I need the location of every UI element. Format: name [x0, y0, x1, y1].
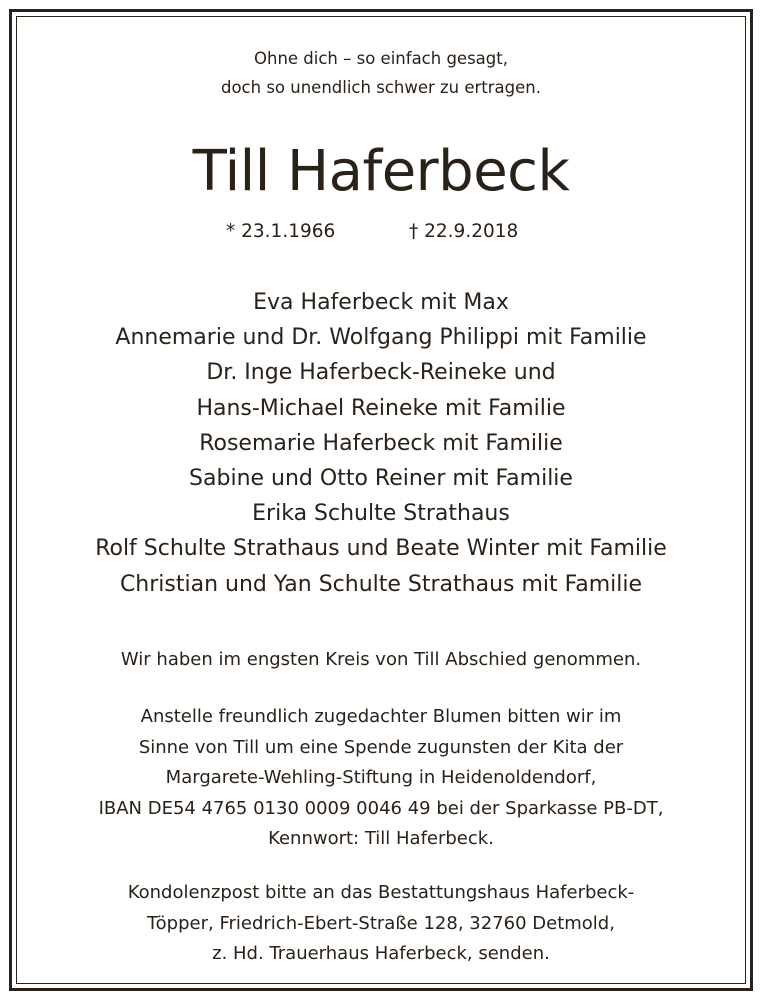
donation-line: Anstelle freundlich zugedachter Blumen bitten wir im: [140, 706, 622, 727]
mourner-line: Sabine und Otto Reiner mit Familie: [189, 466, 573, 492]
mourner-line: Eva Haferbeck mit Max: [253, 290, 509, 315]
motto-line: doch so unendlich schwer zu ertragen.: [220, 78, 541, 97]
mourner-line: Dr. Inge Haferbeck-Reineke und: [206, 360, 556, 386]
condolence-line: Kondolenzpost bitte an das Bestattungshaus Haferbeck-: [127, 882, 635, 903]
condolence-line: z. Hd. Trauerhaus Haferbeck, senden.: [212, 943, 550, 964]
mourners-list: [16, 285, 746, 602]
mourner-line: Erika Schulte Strathaus: [252, 501, 510, 527]
motto: [16, 44, 746, 102]
obituary-notice: [16, 16, 746, 984]
condolence-address: [16, 878, 746, 970]
donation-line: Kennwort: Till Haferbeck.: [268, 828, 494, 849]
life-dates: [16, 217, 746, 247]
birth-date: * 23.1.1966: [226, 221, 336, 242]
statement-line: Wir haben im engsten Kreis von Till Abschied genommen.: [120, 649, 642, 670]
donation-request: [16, 702, 746, 855]
death-date: † 22.9.2018: [409, 221, 519, 242]
donation-line: Margarete-Wehling-Stiftung in Heidenoldendorf,: [165, 767, 597, 788]
donation-line: IBAN DE54 4765 0130 0009 0046 49 bei der Sparkasse PB-DT,: [98, 797, 664, 819]
mourner-line: Annemarie und Dr. Wolfgang Philippi mit Familie: [115, 325, 647, 351]
motto-line: Ohne dich – so einfach gesagt,: [254, 49, 508, 68]
deceased-name: Till Haferbeck: [192, 139, 570, 204]
condolence-line: Töpper, Friedrich-Ebert-Straße 128, 32760 Detmold,: [147, 912, 615, 934]
mourner-line: Hans-Michael Reineke mit Familie: [196, 395, 566, 421]
mourner-line: Rolf Schulte Strathaus und Beate Winter mit Familie: [95, 536, 667, 562]
donation-line: Sinne von Till um eine Spende zugunsten der Kita der: [138, 736, 624, 758]
mourner-line: Rosemarie Haferbeck mit Familie: [199, 430, 563, 456]
farewell-statement: [16, 646, 746, 674]
mourner-line: Christian und Yan Schulte Strathaus mit Familie: [119, 571, 643, 597]
